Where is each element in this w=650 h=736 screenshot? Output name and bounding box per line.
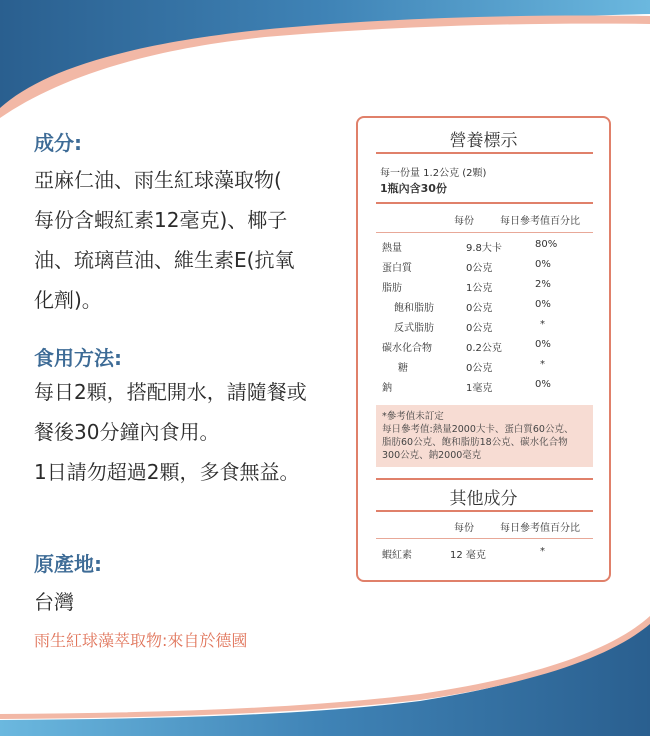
nutrient-daily: 80% — [535, 239, 558, 250]
nutrient-daily: * — [540, 319, 545, 330]
col-per-serving: 每份 — [454, 216, 474, 227]
nutrient-name: 碳水化合物 — [382, 343, 432, 354]
origin-note: 雨生紅球藻萃取物:來自於德國 — [34, 631, 248, 650]
divider — [376, 538, 593, 539]
ingredients-line: 每份含蝦紅素12毫克)、椰子 — [34, 208, 288, 232]
ingredient-per-serving: 12 毫克 — [450, 550, 486, 561]
nutrient-daily: 0% — [535, 339, 551, 350]
top-wave-decoration — [0, 0, 650, 120]
servings-per-container: 1瓶內含30份 — [380, 182, 447, 195]
divider — [376, 232, 593, 233]
usage-line: 1日請勿超過2顆，多食無益。 — [34, 460, 300, 484]
nutrient-daily: 2% — [535, 279, 551, 290]
nutrition-facts-panel — [356, 116, 611, 582]
col-daily-value: 每日參考值百分比 — [500, 216, 580, 227]
usage-line: 餐後30分鐘內食用。 — [34, 420, 220, 444]
nutrient-per-serving: 1公克 — [466, 283, 493, 294]
usage-text — [34, 372, 339, 492]
note-line: 脂肪60公克、飽和脂肪18公克、碳水化合物 — [382, 437, 568, 448]
divider — [376, 510, 593, 512]
nutrient-name: 蛋白質 — [382, 263, 412, 274]
divider — [376, 202, 593, 204]
divider — [376, 478, 593, 480]
col-daily-value: 每日參考值百分比 — [500, 523, 580, 534]
nutrient-per-serving: 0公克 — [466, 263, 493, 274]
ingredient-daily: * — [540, 546, 545, 557]
nutrient-daily: 0% — [535, 379, 551, 390]
ingredient-name: 蝦紅素 — [382, 550, 412, 561]
nutrient-per-serving: 0公克 — [466, 303, 493, 314]
col-per-serving: 每份 — [454, 523, 474, 534]
nutrient-daily: 0% — [535, 259, 551, 270]
usage-heading: 食用方法: — [34, 346, 122, 370]
note-line: 300公克、鈉2000毫克 — [382, 450, 482, 461]
nutrient-name: 飽和脂肪 — [394, 303, 434, 314]
nutrient-per-serving: 1毫克 — [466, 383, 493, 394]
divider — [376, 152, 593, 154]
usage-line: 每日2顆，搭配開水，請隨餐或 — [34, 380, 307, 404]
ingredients-text — [34, 160, 339, 320]
nutrient-per-serving: 9.8大卡 — [466, 243, 502, 254]
nutrient-per-serving: 0公克 — [466, 323, 493, 334]
origin-heading: 原產地: — [34, 552, 102, 576]
ingredients-line: 亞麻仁油、雨生紅球藻取物( — [34, 168, 282, 192]
note-line: 每日參考值:熱量2000大卡、蛋白質60公克、 — [382, 424, 574, 435]
nutrient-daily: * — [540, 359, 545, 370]
note-line: *參考值未訂定 — [382, 411, 444, 422]
nutrient-daily: 0% — [535, 299, 551, 310]
nutrition-title: 營養標示 — [449, 131, 518, 151]
nutrient-name: 熱量 — [382, 243, 402, 254]
serving-size: 每一份量 1.2公克 (2顆) — [380, 168, 487, 179]
ingredients-line: 化劑)。 — [34, 288, 102, 312]
nutrient-name: 脂肪 — [382, 283, 402, 294]
nutrient-per-serving: 0.2公克 — [466, 343, 502, 354]
nutrient-name: 糖 — [398, 363, 408, 374]
reference-note — [376, 405, 593, 467]
origin-country: 台灣 — [34, 590, 74, 614]
nutrient-name: 鈉 — [382, 383, 392, 394]
ingredients-heading: 成分: — [34, 131, 82, 155]
nutrient-per-serving: 0公克 — [466, 363, 493, 374]
nutrient-name: 反式脂肪 — [394, 323, 434, 334]
ingredients-line: 油、琉璃苣油、維生素E(抗氧 — [34, 248, 295, 272]
other-ingredients-title: 其他成分 — [449, 489, 518, 509]
